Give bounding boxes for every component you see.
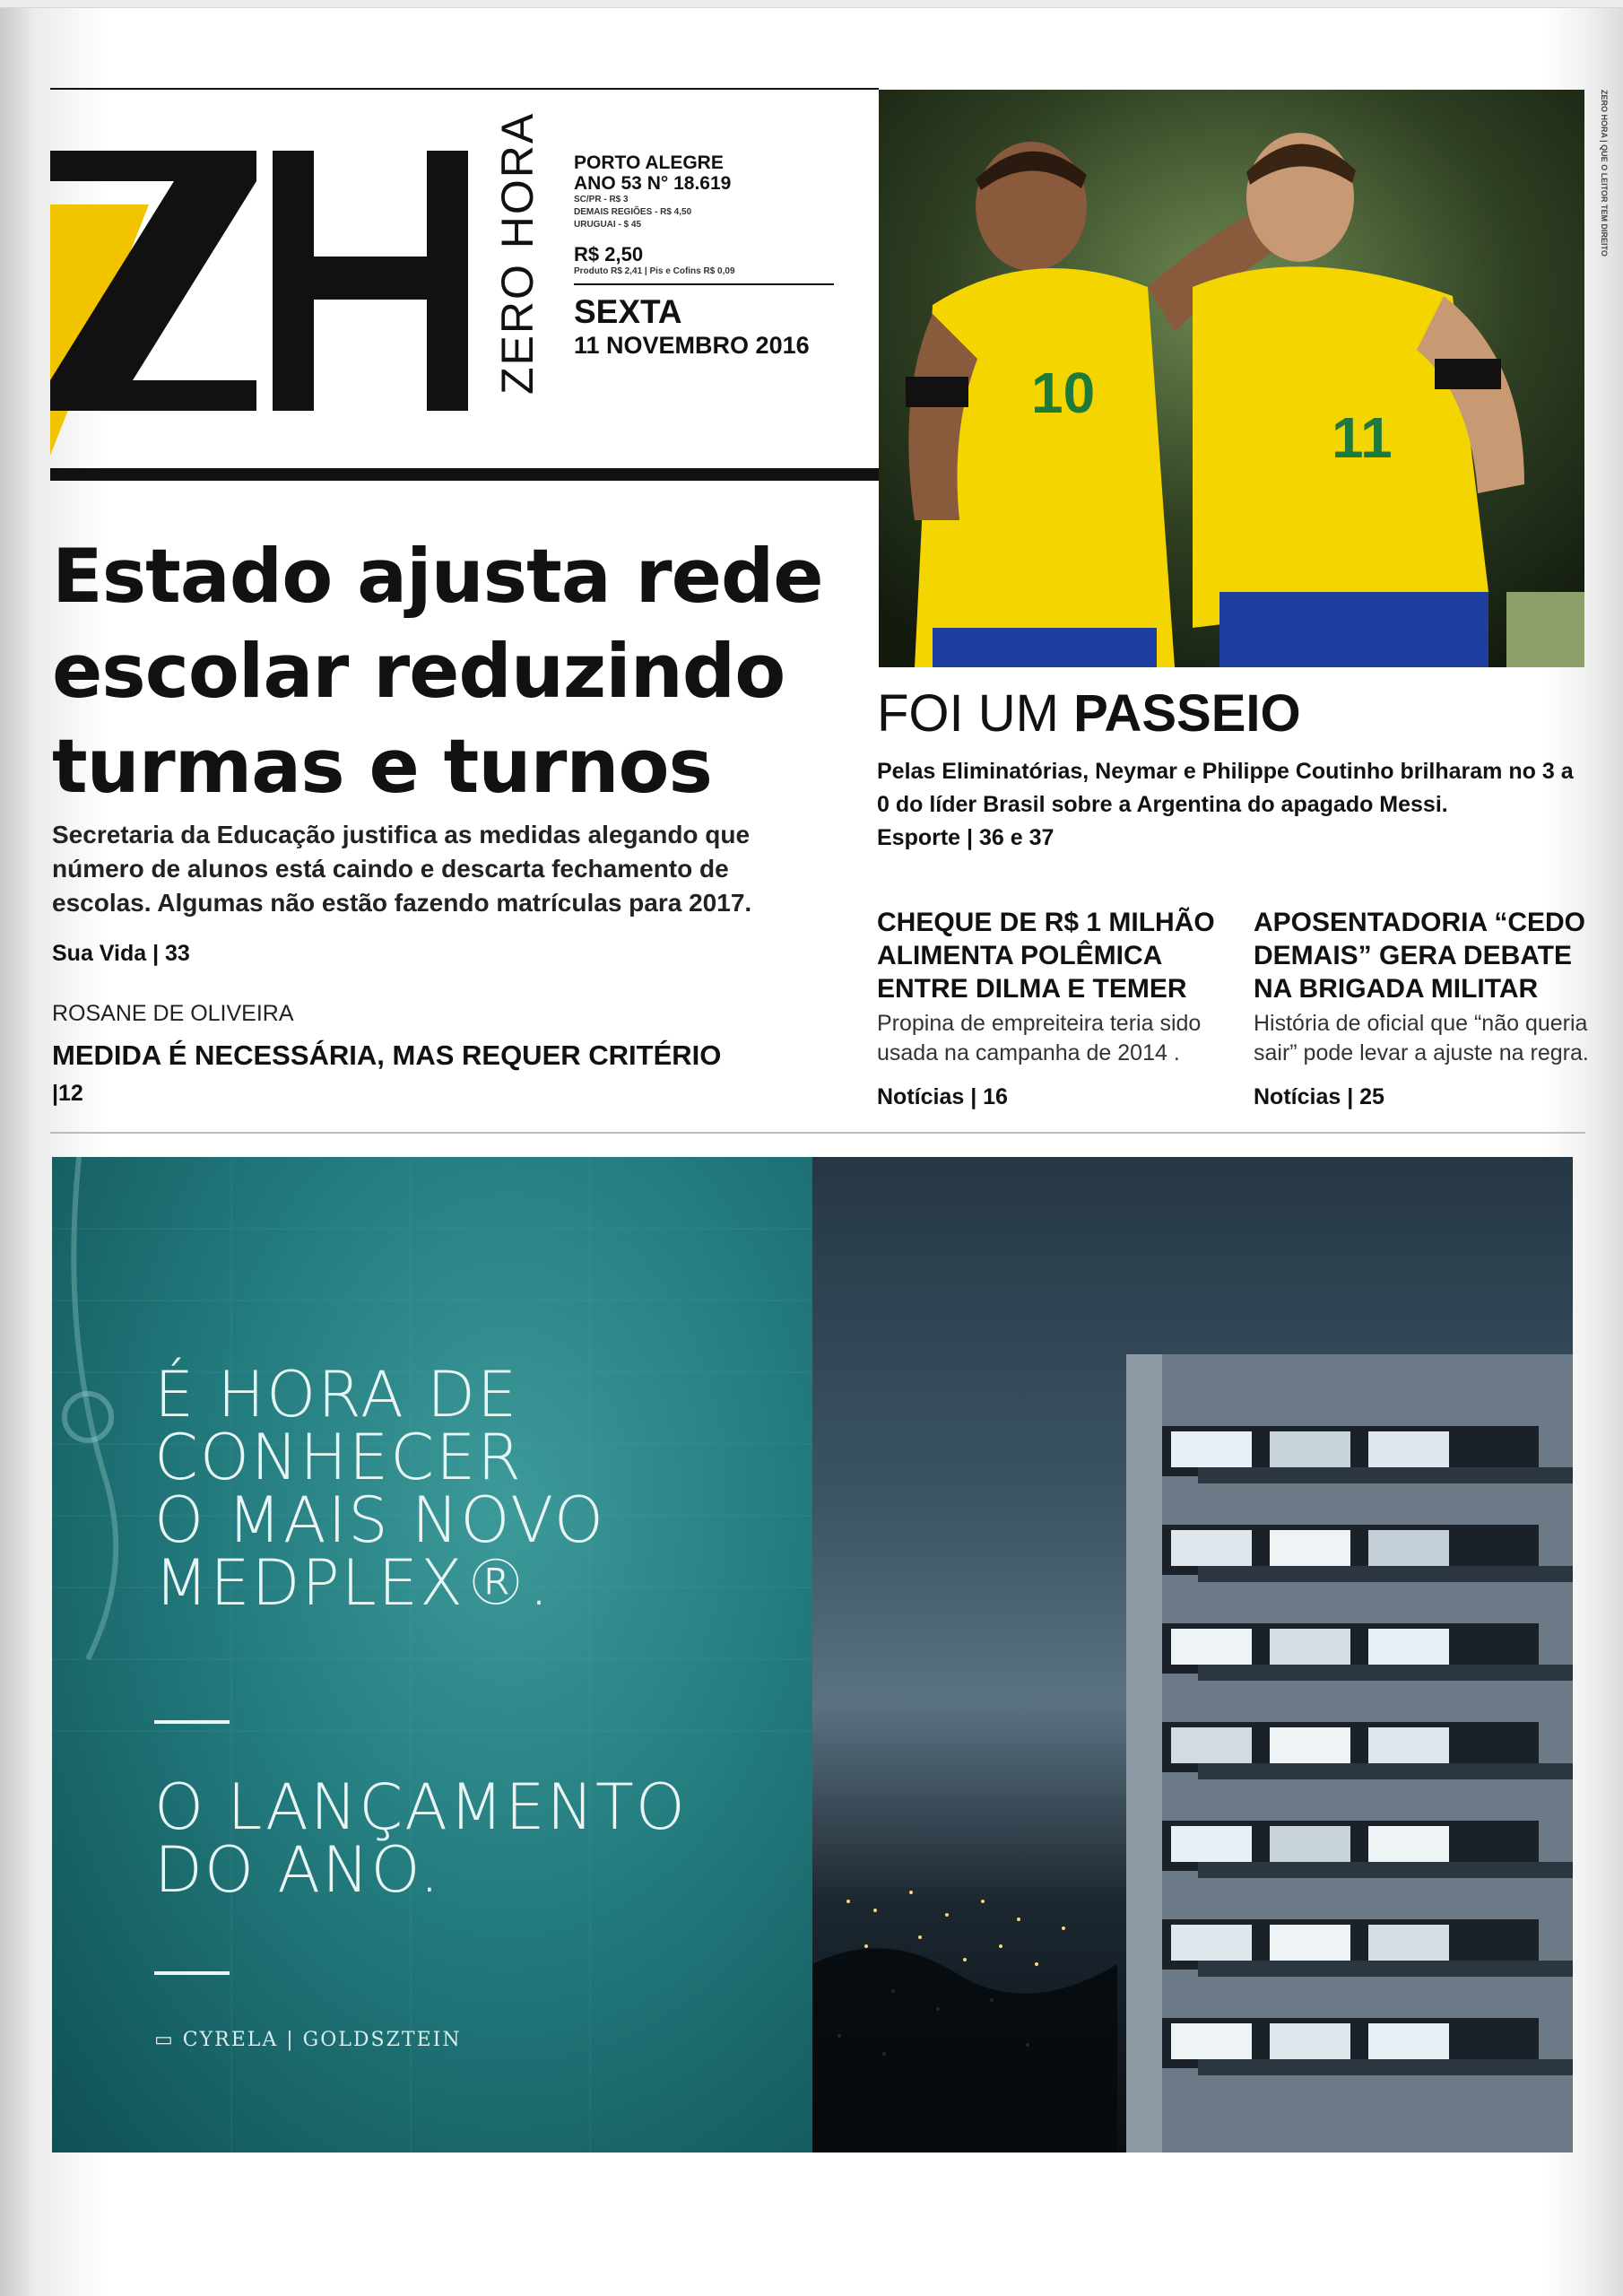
page-number: 25 [1359, 1084, 1384, 1109]
kicker-bold: PASSEIO [1073, 684, 1301, 743]
regional-price-2: DEMAIS REGIÕES - R$ 4,50 [574, 207, 692, 217]
ad-brand-name: CYRELA | GOLDSZTEIN [182, 2029, 462, 2051]
headline-line: Estado ajusta rede [52, 533, 823, 620]
kicker-light: FOI UM [877, 684, 1059, 743]
ad-subheadline [154, 1770, 687, 1907]
jersey-number-left: 10 [1031, 361, 1096, 425]
main-story-summary: Secretaria da Educação justifica as medidas alegando que número de alunos está caindo e descarta fechamento de escolas. Algumas não estão fazendo matrículas para 2017. [52, 821, 752, 917]
edition-weekday: SEXTA [574, 293, 682, 330]
ad-line: MEDPLEX®. [154, 1546, 551, 1620]
section-name: Notícias [877, 1084, 965, 1109]
players-celebrating-illustration [879, 90, 1584, 667]
brand-name-vertical: ZERO HORA [492, 111, 542, 395]
story-title [877, 906, 1236, 1005]
column-link[interactable] [52, 1037, 841, 1112]
main-headline [52, 529, 859, 814]
building-icon: ▭ [154, 2029, 175, 2051]
page-number: 36 e 37 [978, 825, 1055, 850]
regional-price-1: SC/PR - R$ 3 [574, 195, 629, 204]
section-name: Sua Vida [52, 941, 147, 966]
sports-photo [879, 90, 1584, 667]
story-ref: Notícias | 25 [1254, 1084, 1384, 1109]
main-story-ref[interactable]: Sua Vida | 33 [52, 941, 190, 966]
headline-line: escolar reduzindo [52, 628, 785, 715]
ad-line: É HORA DE [154, 1358, 519, 1431]
ad-dash-2 [154, 1971, 230, 1975]
story-aposentadoria[interactable] [1254, 906, 1594, 1110]
edition-info [574, 152, 870, 361]
top-rule [50, 88, 879, 90]
story-title-line: ALIMENTA POLÊMICA [877, 941, 1163, 970]
story-title-line: ENTRE DILMA E TEMER [877, 974, 1187, 1004]
sports-summary: Pelas Eliminatórias, Neymar e Philippe Coutinho brilharam no 3 a 0 do líder Brasil sobre a Argentina do apagado Messi. [877, 759, 1574, 817]
ad-brand [154, 2029, 462, 2051]
ad-teal-panel [52, 1157, 812, 2152]
story-title-line: DEMAIS” GERA DEBATE [1254, 941, 1573, 970]
zh-logo [50, 151, 499, 411]
column-author: ROSANE DE OLIVEIRA [52, 1001, 294, 1026]
section-name: Esporte [877, 825, 961, 850]
section-name: Notícias [1254, 1084, 1341, 1109]
zh-letters [50, 151, 499, 411]
cover-price-breakdown: Produto R$ 2,41 | Pis e Cofins R$ 0,09 [574, 266, 735, 276]
masthead-bottom-rule [50, 468, 879, 481]
ad-dash-1 [154, 1720, 230, 1724]
ad-grid-texture [52, 1157, 812, 2152]
story-text: História de oficial que “não queria sair” pode levar a ajuste na regra. [1254, 1011, 1589, 1065]
sports-kicker[interactable] [877, 683, 1301, 744]
jersey-number-right: 11 [1332, 405, 1393, 470]
ad-line: CONHECER [154, 1421, 523, 1494]
sports-ref[interactable]: Esporte | 36 e 37 [877, 825, 1055, 850]
ad-line: DO ANO. [154, 1833, 442, 1907]
edition-city: PORTO ALEGRE [574, 152, 724, 173]
story-text: Propina de empreiteira teria sido usada na campanha de 2014 . [877, 1011, 1202, 1065]
column-page: |12 [52, 1081, 83, 1106]
main-story-subtext [52, 818, 823, 970]
story-title-line: APOSENTADORIA “CEDO [1254, 908, 1586, 937]
edition-issue: ANO 53 N° 18.619 [574, 173, 732, 194]
story-ref: Notícias | 16 [877, 1084, 1008, 1109]
ad-line: O LANÇAMENTO [154, 1770, 687, 1844]
cover-price: R$ 2,50 [574, 243, 644, 265]
column-title: MEDIDA É NECESSÁRIA, MAS REQUER CRITÉRIO [52, 1039, 722, 1071]
ad-building-panel [812, 1157, 1573, 2152]
edition-date: 11 NOVEMBRO 2016 [574, 332, 810, 359]
sports-text [877, 755, 1585, 855]
page-number: 33 [165, 941, 190, 966]
ad-headline [154, 1358, 605, 1620]
viewer-top-strip [0, 0, 1623, 8]
headline-line: turmas e turnos [52, 723, 712, 810]
side-print-text: ZERO HORA | QUE O LEITOR TEM DIREITO [1600, 90, 1609, 257]
section-divider [50, 1132, 1585, 1134]
story-cheque[interactable] [877, 906, 1236, 1110]
building-night-illustration [812, 1157, 1573, 2152]
ad-line: O MAIS NOVO [154, 1483, 605, 1557]
medplex-advertisement[interactable] [52, 1157, 1573, 2152]
story-title-line: CHEQUE DE R$ 1 MILHÃO [877, 908, 1215, 937]
story-title [1254, 906, 1594, 1005]
edition-separator [574, 283, 834, 285]
story-title-line: NA BRIGADA MILITAR [1254, 974, 1539, 1004]
page-number: 16 [983, 1084, 1008, 1109]
regional-price-3: URUGUAI - $ 45 [574, 220, 642, 230]
